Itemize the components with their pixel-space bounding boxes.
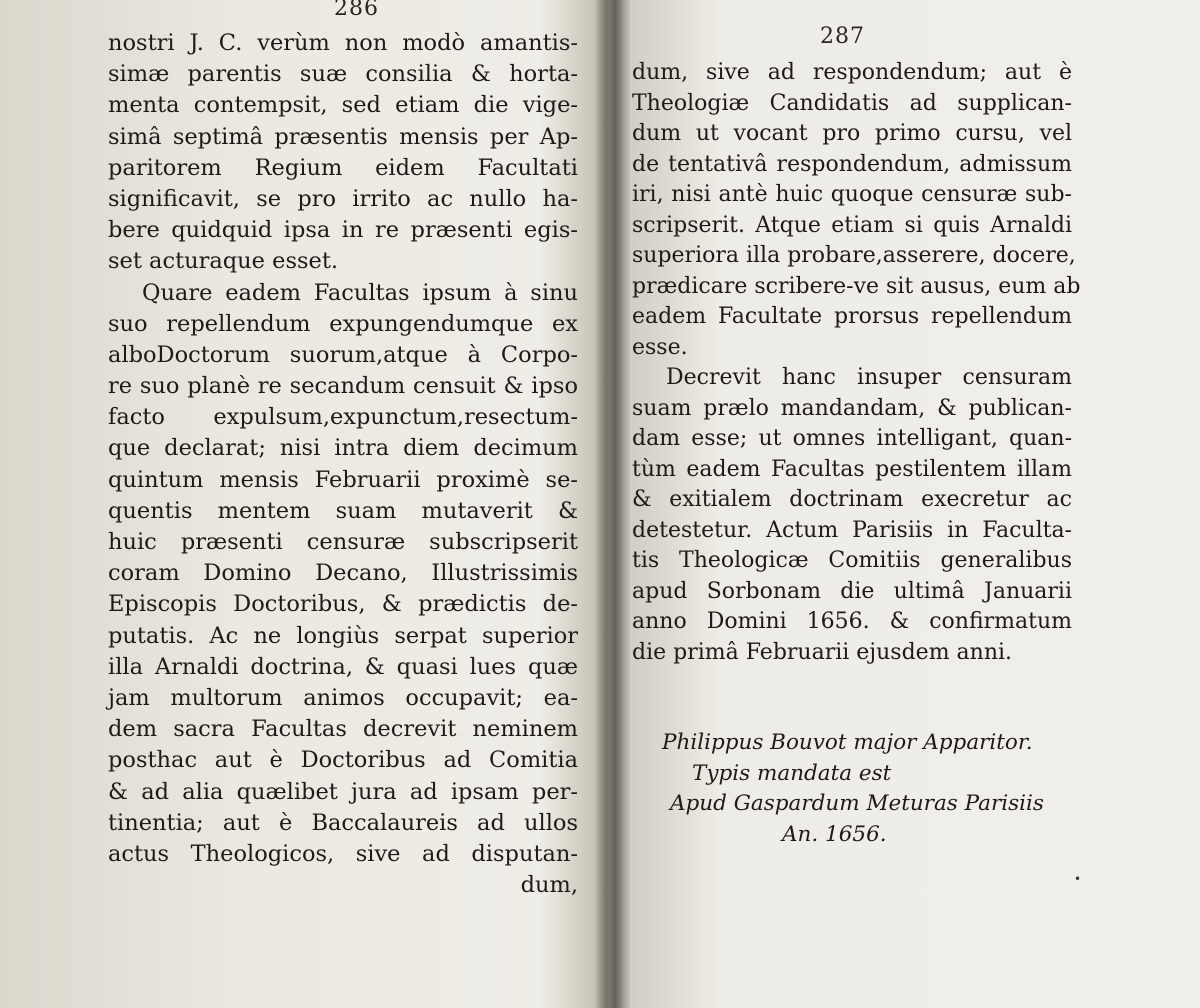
text-line: que declarat; nisi intra diem decimum <box>108 435 578 462</box>
imprint-line: Apud Gaspardum Meturas Parisiis <box>670 791 1044 816</box>
text-line: posthac aut è Doctoribus ad Comitia <box>108 747 578 774</box>
text-line: simâ septimâ præsentis mensis per Ap- <box>108 123 578 150</box>
text-line: dum ut vocant pro primo cursu, vel <box>632 121 1072 146</box>
text-line: superiora illa probare,asserere, docere, <box>632 243 1076 268</box>
text-line: iri, nisi antè huic quoque censuræ sub- <box>632 182 1072 207</box>
text-line: significavit, se pro irrito ac nullo ha- <box>108 185 578 212</box>
text-line: suo repellendum expungendumque ex <box>108 310 578 337</box>
text-line: alboDoctorum suorum,atque à Corpo- <box>108 341 578 368</box>
text-line: eadem Facultate prorsus repellendum <box>632 304 1072 329</box>
text-line: de tentativâ respondendum, admissum <box>632 151 1072 177</box>
text-line: & ad alia quælibet jura ad ipsam per- <box>108 778 578 805</box>
printer-mark-icon: • <box>1074 872 1082 886</box>
text-line: huic præsenti censuræ subscripserit <box>108 529 578 555</box>
text-line: Episcopis Doctoribus, & prædictis de- <box>108 591 578 618</box>
left-page-text <box>108 28 578 901</box>
text-line: Quare eadem Facultas ipsum à sinu <box>142 279 578 306</box>
text-line: prædicare scribere-ve sit ausus, eum ab <box>632 273 1081 299</box>
text-line: jam multorum animos occupavit; ea- <box>108 684 578 711</box>
text-line: paritorem Regium eidem Facultati <box>108 154 578 181</box>
text-line: facto expulsum,expunctum,resectum- <box>108 404 578 431</box>
text-line: & exitialem doctrinam execretur ac <box>632 487 1072 512</box>
imprint-block <box>662 728 1082 850</box>
text-line: menta contempsit, sed etiam die vige- <box>108 92 578 119</box>
text-line: anno Domini 1656. & confirmatum <box>632 609 1072 634</box>
text-line: dam esse; ut omnes intelligant, quan- <box>632 426 1072 451</box>
text-line: quintum mensis Februarii proximè se- <box>108 466 578 493</box>
imprint-line: An. 1656. <box>782 821 887 847</box>
right-page <box>622 0 1200 1008</box>
text-line: quentis mentem suam mutaverit & <box>108 497 578 524</box>
text-line: tùm eadem Facultas pestilentem illam <box>632 456 1072 482</box>
text-line: Theologiæ Candidatis ad supplican- <box>632 90 1072 116</box>
right-page-number: 287 <box>820 24 865 49</box>
text-line: dum, sive ad respondendum; aut è <box>632 60 1072 85</box>
left-page-number: 286 <box>334 0 379 21</box>
text-line: tinentia; aut è Baccalaureis ad ullos <box>108 809 578 836</box>
text-line: scripserit. Atque etiam si quis Arnaldi <box>632 212 1072 238</box>
text-line: re suo planè re secandum censuit & ipso <box>108 373 578 400</box>
text-line: coram Domino Decano, Illustrissimis <box>108 560 578 587</box>
text-line: dum, <box>520 872 578 899</box>
text-line: apud Sorbonam die ultimâ Januarii <box>632 578 1072 604</box>
text-line: dem sacra Facultas decrevit neminem <box>108 716 578 743</box>
text-line: actus Theologicos, sive ad disputan- <box>108 840 578 867</box>
text-line: bere quidquid ipsa in re præsenti egis- <box>108 217 578 244</box>
text-line: tis Theologicæ Comitiis generalibus <box>632 548 1072 573</box>
text-line: esse. <box>632 334 688 360</box>
imprint-line: Philippus Bouvot major Apparitor. <box>662 730 1033 755</box>
text-line: illa Arnaldi doctrina, & quasi lues quæ <box>108 653 578 680</box>
text-line: nostri J. C. verùm non modò amantis- <box>108 30 578 56</box>
text-line: suam prælo mandandam, & publican- <box>632 395 1072 421</box>
text-line: detestetur. Actum Parisiis in Faculta- <box>632 517 1072 543</box>
text-line: putatis. Ac ne longiùs serpat superior <box>108 622 578 649</box>
text-line: die primâ Februarii ejusdem anni. <box>632 639 1013 665</box>
text-line: set acturaque esset. <box>108 248 339 275</box>
imprint-line: Typis mandata est <box>692 760 892 786</box>
text-line: simæ parentis suæ consilia & horta- <box>108 61 578 88</box>
text-line: Decrevit hanc insuper censuram <box>666 365 1072 390</box>
right-page-text <box>632 58 1081 668</box>
